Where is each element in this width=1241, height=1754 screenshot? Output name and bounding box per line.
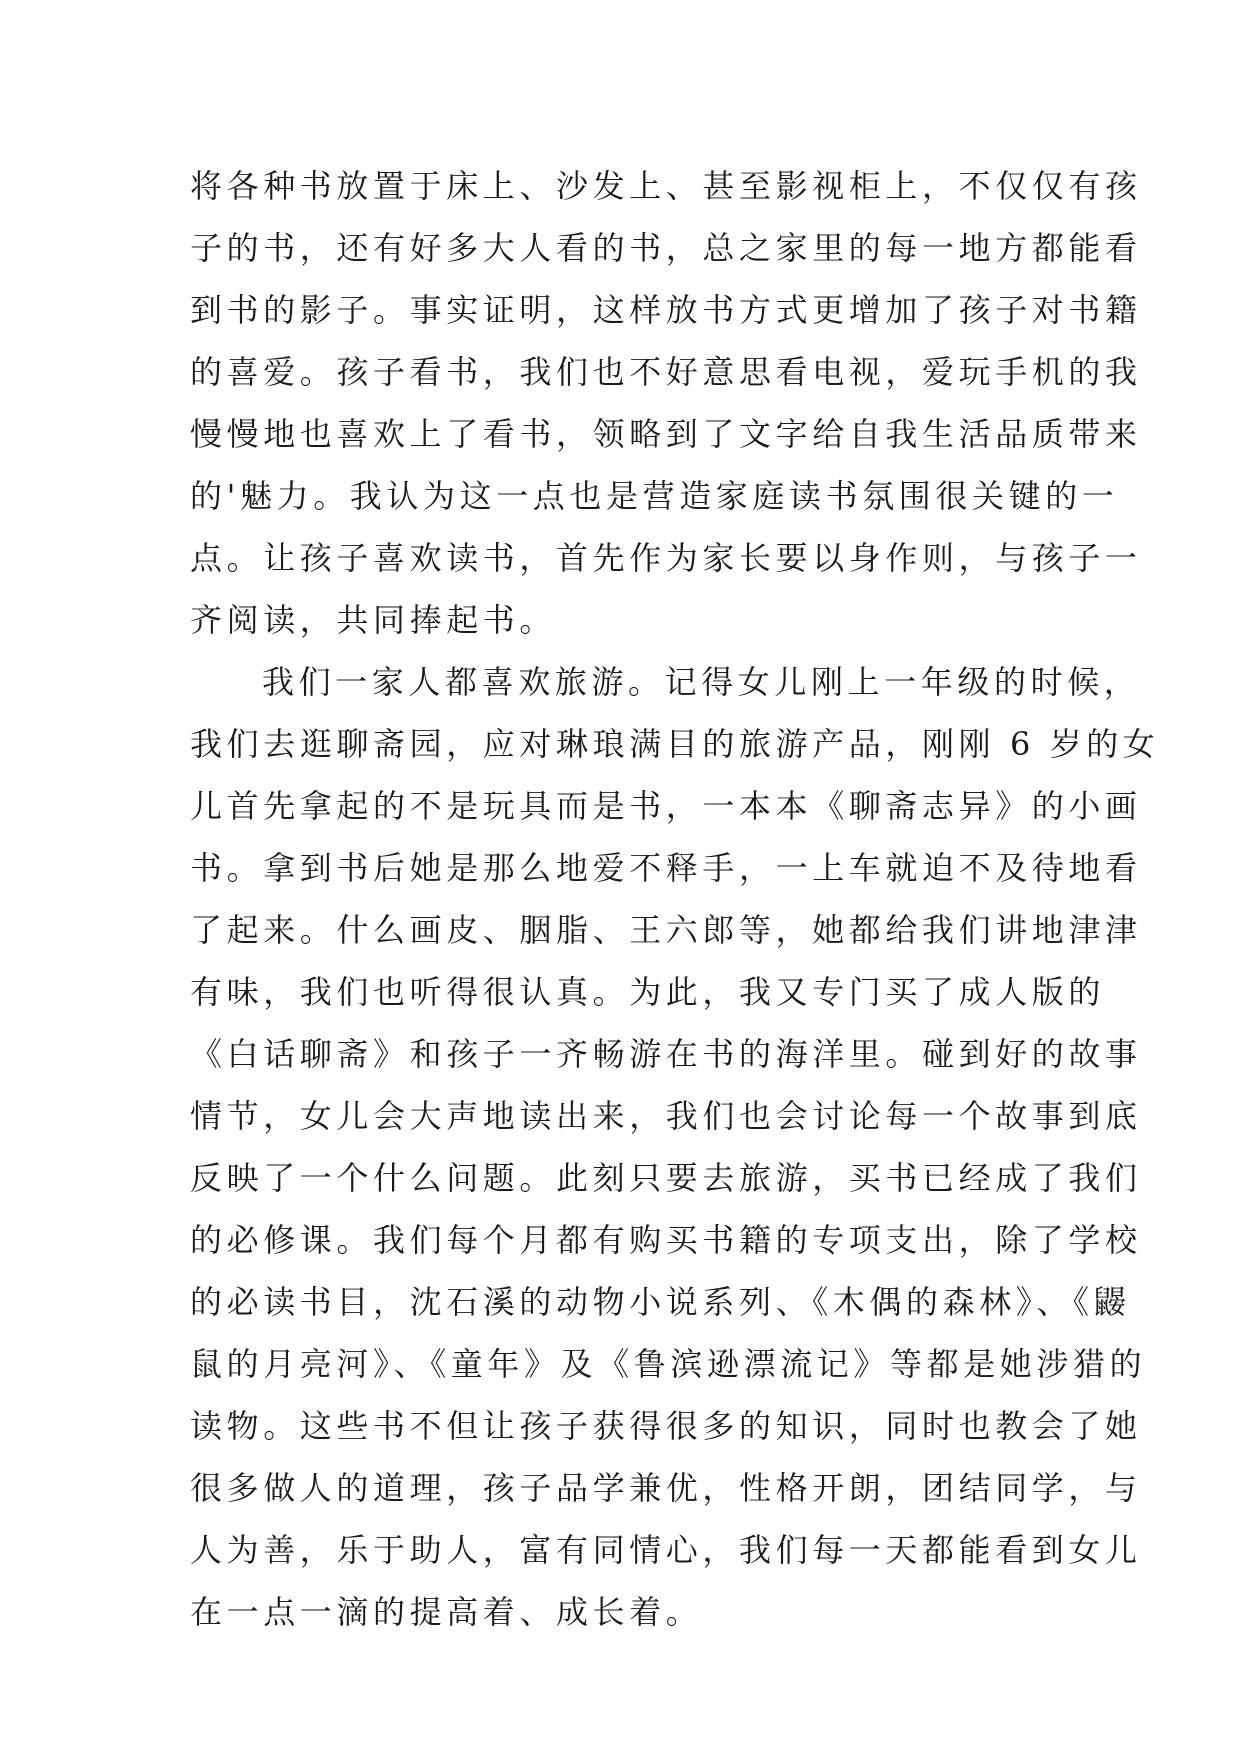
- text-line: 反映了一个什么问题。此刻只要去旅游，买书已经成了我们: [190, 1159, 1142, 1197]
- text-line: 点。让孩子喜欢读书，首先作为家长要以身作则，与孩子一: [190, 539, 1142, 577]
- text-line: 鼠的月亮河》、《童年》及《鲁滨逊漂流记》等都是她涉猎的: [190, 1345, 1147, 1383]
- text-line: 儿首先拿起的不是玩具而是书，一本本《聊斋志异》的小画: [190, 787, 1142, 825]
- text-line: 在一点一滴的提高着、成长着。: [190, 1593, 703, 1631]
- text-line: 有味，我们也听得很认真。为此，我又专门买了成人版的: [190, 973, 1106, 1011]
- text-line: 我们去逛聊斋园，应对琳琅满目的旅游产品，刚刚 6 岁的女: [190, 725, 1160, 763]
- text-line: 了起来。什么画皮、胭脂、王六郎等，她都给我们讲地津津: [190, 911, 1142, 949]
- text-line: 很多做人的道理，孩子品学兼优，性格开朗，团结同学，与: [190, 1469, 1142, 1507]
- text-line: 子的书，还有好多大人看的书，总之家里的每一地方都能看: [190, 229, 1142, 267]
- text-line: 情节，女儿会大声地读出来，我们也会讨论每一个故事到底: [190, 1097, 1142, 1135]
- text-line: 的'魅力。我认为这一点也是营造家庭读书氛围很关键的一: [190, 477, 1119, 515]
- text-line: 的喜爱。孩子看书，我们也不好意思看电视，爱玩手机的我: [190, 353, 1142, 391]
- text-line: 书。拿到书后她是那么地爱不释手，一上车就迫不及待地看: [190, 849, 1142, 887]
- text-line: 的必修课。我们每个月都有购买书籍的专项支出，除了学校: [190, 1221, 1142, 1259]
- text-line: 到书的影子。事实证明，这样放书方式更增加了孩子对书籍: [190, 291, 1142, 329]
- paragraph-first-line: 我们一家人都喜欢旅游。记得女儿刚上一年级的时候，: [262, 663, 1141, 701]
- text-line: 《白话聊斋》和孩子一齐畅游在书的海洋里。碰到好的故事: [190, 1035, 1142, 1073]
- text-line: 慢慢地也喜欢上了看书，领略到了文字给自我生活品质带来: [190, 415, 1142, 453]
- text-line: 人为善，乐于助人，富有同情心，我们每一天都能看到女儿: [190, 1531, 1142, 1569]
- text-line: 齐阅读，共同捧起书。: [190, 601, 557, 639]
- text-line: 的必读书目，沈石溪的动物小说系列、《木偶的森林》、《鼹: [190, 1283, 1131, 1321]
- text-line: 读物。这些书不但让孩子获得很多的知识，同时也教会了她: [190, 1407, 1142, 1445]
- text-line: 将各种书放置于床上、沙发上、甚至影视柜上，不仅仅有孩: [190, 167, 1142, 205]
